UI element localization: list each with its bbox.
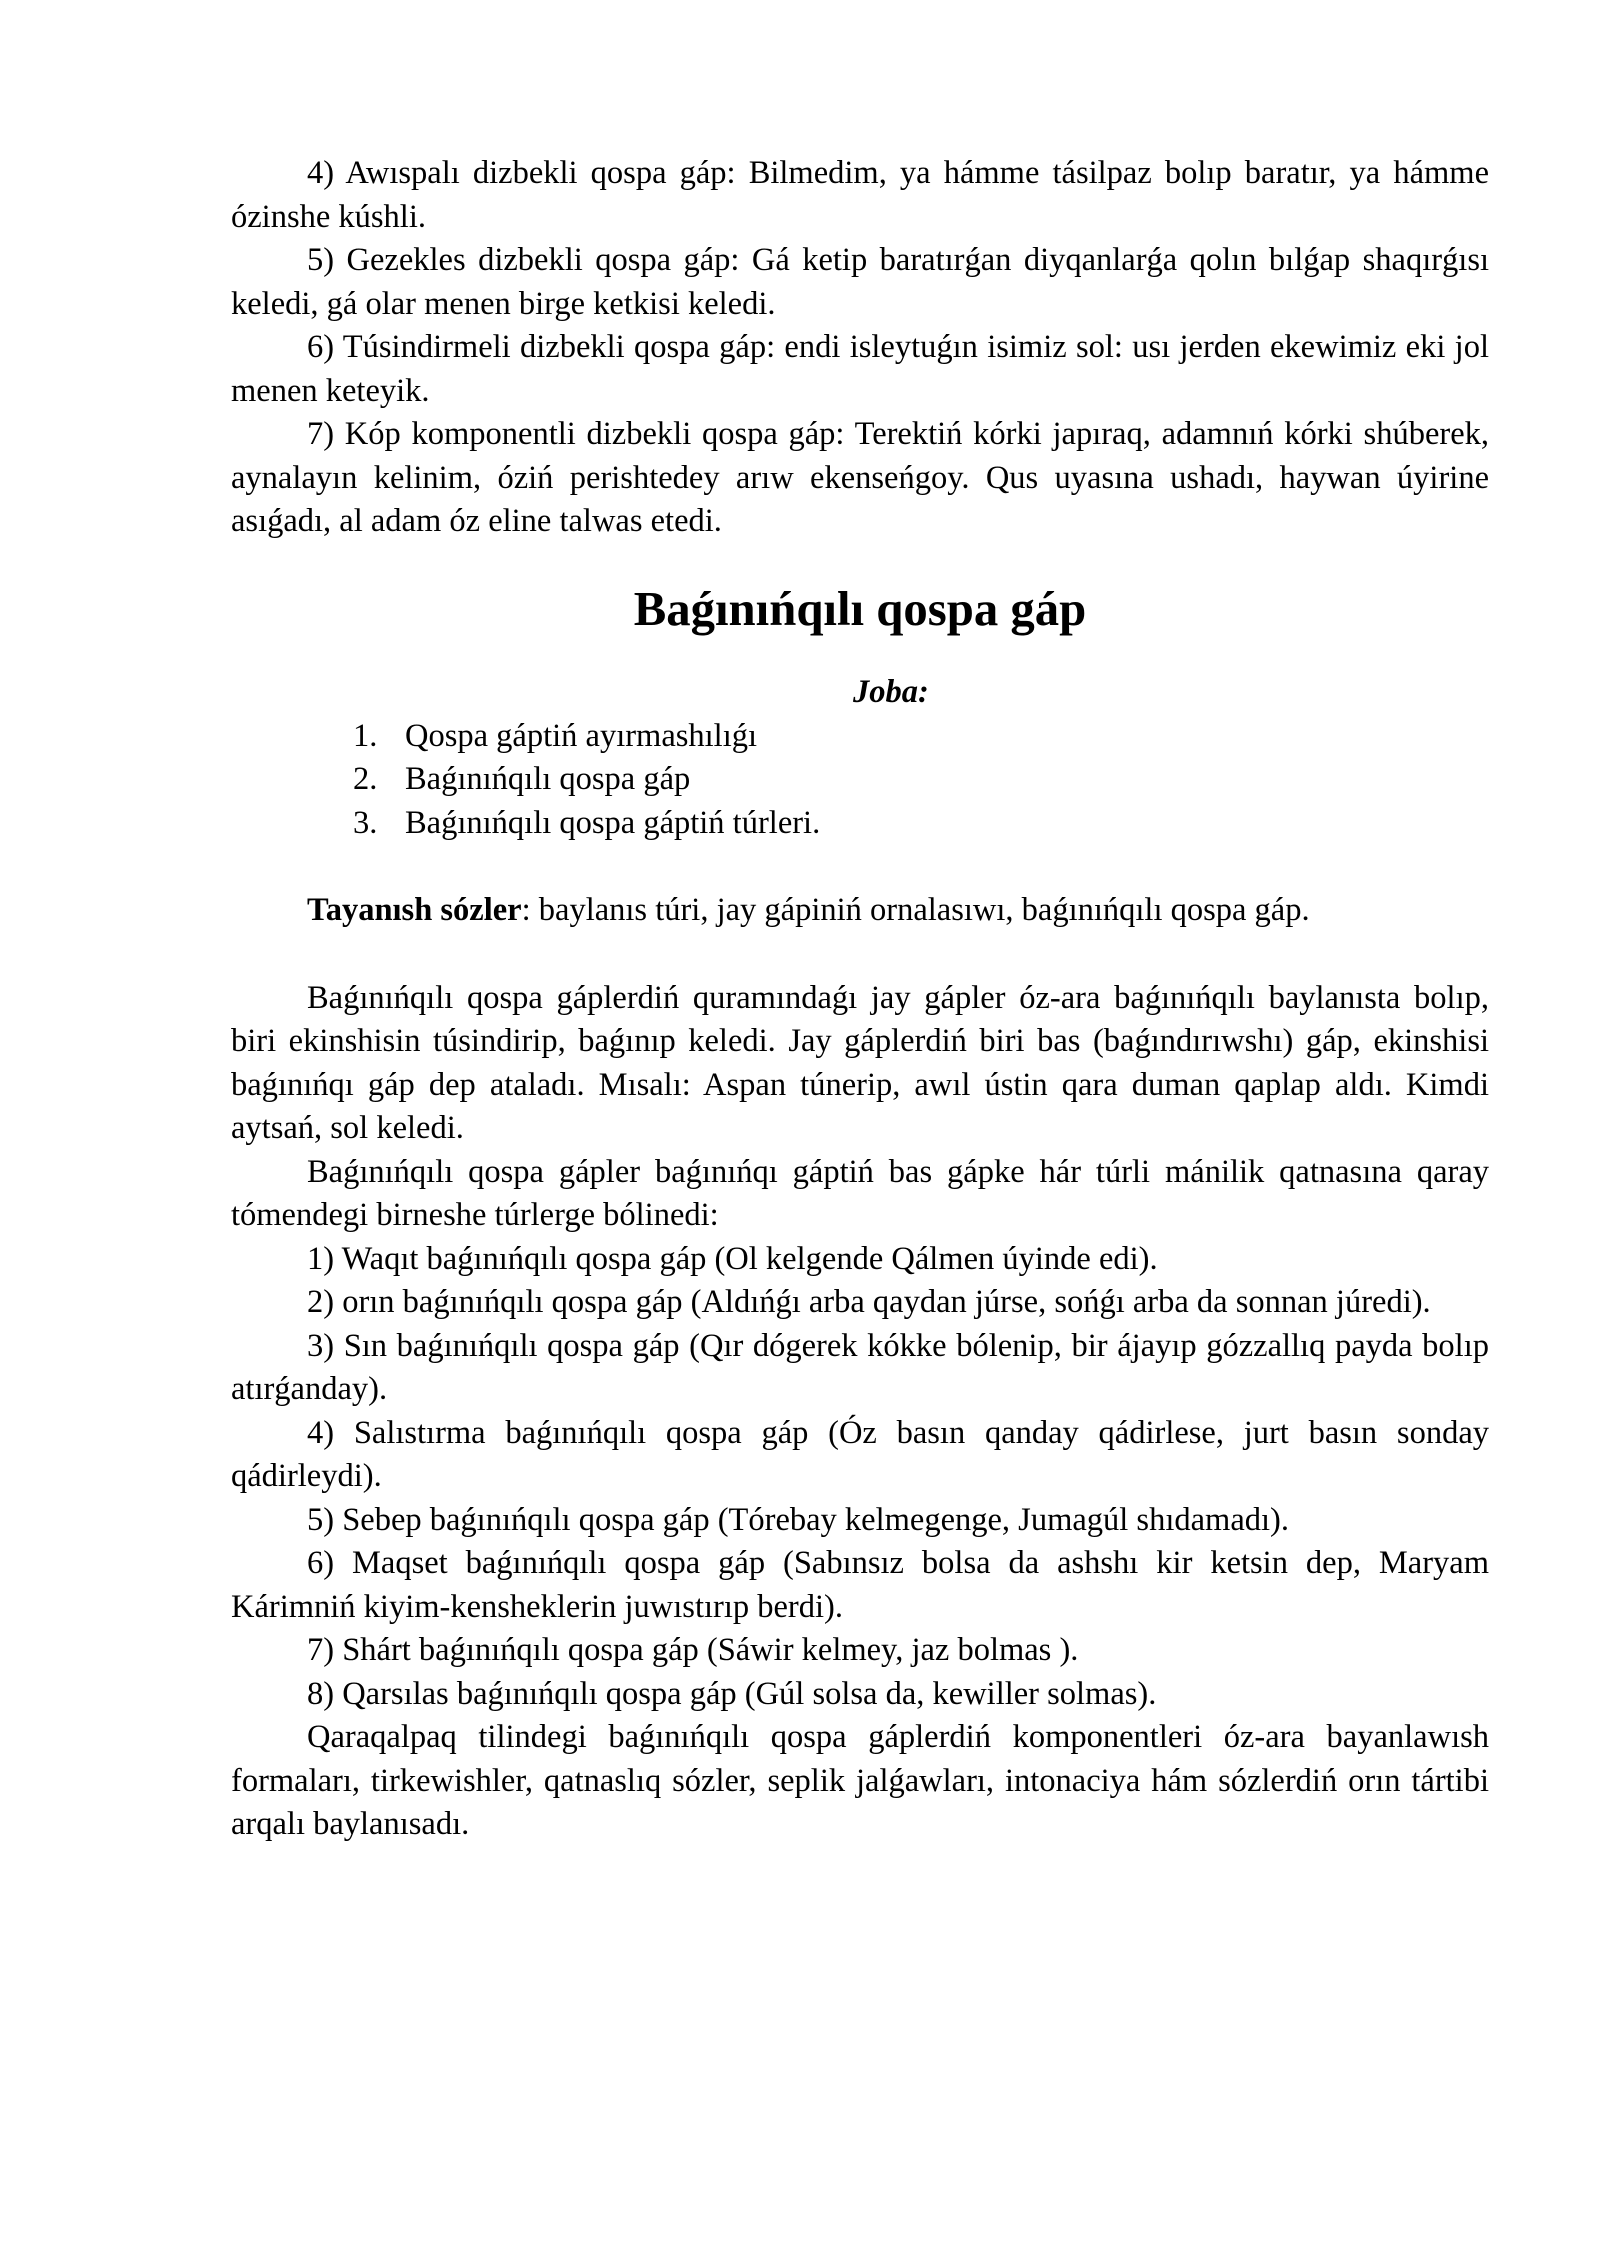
list-item-waqit: 1) Waqıt baǵınıńqılı qospa gáp (Ol kelgende Qálmen úyinde edi). (307, 1240, 1158, 1277)
spacer (231, 631, 1489, 671)
plan-item-text: Baǵınıńqılı qospa gáp (405, 761, 691, 797)
list-item-salistirma: 4) Salıstırma baǵınıńqılı qospa gáp (Óz basın qanday qádirlese, jurt basın sonday qádirleydi). (231, 1414, 1489, 1494)
plan-item (353, 715, 1489, 759)
list-item-qarsilas: 8) Qarsılas baǵınıńqılı qospa gáp (Gúl solsa da, kewiller solmas). (307, 1675, 1157, 1712)
paragraph-kop-komponentli: 7) Kóp komponentli dizbekli qospa gáp: Terektiń kórki japıraq, adamnıń kórki shúberek, aynalayın kelinim, óziń perishtedey arıw ekenseńgoy. Qus uyasına ushadı, haywan úyirine asıǵadı, al adam óz eline talwas etedi. (231, 416, 1489, 539)
plan-list (231, 715, 1489, 846)
paragraph-intro: Baǵınıńqılı qospa gáplerdiń quramındaǵı jay gápler óz-ara baǵınıńqılı baylanısta bolıp, biri ekinshisin túsindirip, baǵınıp keledi. Jay gáplerdiń biri bas (baǵındırıwshı) gáp, ekinshisi baǵınıńqı gáp dep ataladı. Mısalı: Aspan túnerip, awıl ústin qara duman qaplap aldı. Kimdi aytsań, sol keledi. (231, 979, 1489, 1146)
page-content (231, 152, 1489, 1847)
list-item-shart: 7) Shárt baǵınıńqılı qospa gáp (Sáwir kelmey, jaz bolmas ). (307, 1632, 1079, 1668)
plan-item (353, 758, 1489, 802)
plan-item-text: Baǵınıńqılı qospa gáptiń túrleri. (405, 804, 821, 841)
paragraph-awispali: 4) Awıspalı dizbekli qospa gáp: Bilmedim, ya hámme tásilpaz bolıp baratır, ya hámme ózinshe kúshli. (231, 155, 1489, 235)
paragraph-gezekles: 5) Gezekles dizbekli qospa gáp: Gá ketip baratırǵan diyqanlarǵa qolın bılǵap shaqırǵısı keledi, gá olar menen birge ketkisi keledi. (231, 242, 1489, 322)
plan-item-number: 3. (353, 804, 378, 841)
plan-item-number: 2. (353, 761, 378, 797)
plan-item-number: 1. (353, 717, 378, 754)
paragraph-tusindirmeli: 6) Túsindirmeli dizbekli qospa gáp: endi isleytuǵın isimiz sol: usı jerden ekewimiz eki jol menen keteyik. (231, 329, 1489, 409)
plan-label: Joba: (853, 674, 929, 710)
list-item-sin: 3) Sın baǵınıńqılı qospa gáp (Qır dógerek kókke bólenip, bir ájayıp gózzallıq payda bolıp atırǵanday). (231, 1327, 1489, 1407)
spacer (231, 544, 1489, 588)
list-item-orin: 2) orın baǵınıńqılı qospa gáp (Aldıńǵı arba qaydan júrse, sońǵı arba da sonnan júredi). (307, 1284, 1431, 1320)
plan-item (353, 802, 1489, 846)
keywords-text: : baylanıs túri, jay gápiniń ornalasıwı, baǵınıńqılı qospa gáp. (521, 892, 1310, 928)
keywords-label: Tayanısh sózler (307, 892, 522, 928)
keywords-line (231, 889, 1489, 933)
paragraph-classification: Baǵınıńqılı qospa gápler baǵınıńqı gáptiń bas gápke hár túrli mánilik qatnasına qaray tómendegi birneshe túrlerge bólinedi: (231, 1153, 1489, 1233)
paragraph-conclusion: Qaraqalpaq tilindegi baǵınıńqılı qospa gáplerdiń komponentleri óz-ara bayanlawısh formaları, tirkewishler, qatnaslıq sózler, seplik jalǵawları, intonaciya hám sózlerdiń orın tártibi arqalı baylanısadı. (231, 1719, 1489, 1842)
plan-item-text: Qospa gáptiń ayırmashılıǵı (405, 717, 758, 754)
list-item-maqset: 6) Maqset baǵınıńqılı qospa gáp (Sabınsız bolsa da ashshı kir ketsin dep, Maryam Kárimniń kiyim-kensheklerin juwıstırıp berdi). (231, 1545, 1489, 1625)
spacer (231, 845, 1489, 889)
spacer (231, 933, 1489, 977)
list-item-sebep: 5) Sebep baǵınıńqılı qospa gáp (Tórebay kelmegenge, Jumagúl shıdamadı). (307, 1501, 1289, 1538)
section-title: Baǵınıńqılı qospa gáp (633, 581, 1087, 636)
